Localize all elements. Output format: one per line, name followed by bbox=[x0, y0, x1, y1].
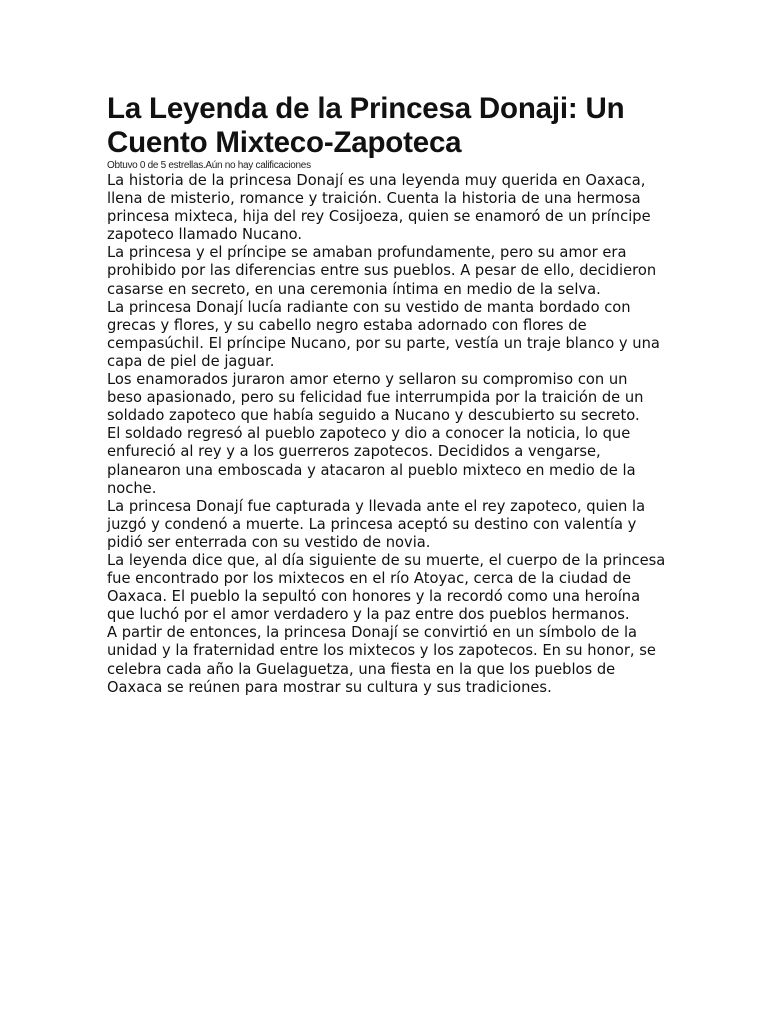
document-title-line-2: Cuento Mixteco-Zapoteca bbox=[107, 126, 462, 159]
paragraph: El soldado regresó al pueblo zapoteco y dio a conocer la noticia, lo que enfureció al rey y a los guerreros zapotecos. Decididos a vengarse, planearon una emboscada y atacaron al pueblo mixteco en medio de la noche. bbox=[107, 425, 636, 497]
rating-text: Obtuvo 0 de 5 estrellas.Aún no hay calificaciones bbox=[107, 160, 311, 171]
paragraph: La princesa Donají lucía radiante con su vestido de manta bordado con grecas y flores, y su cabello negro estaba adornado con flores de cempasúchil. El príncipe Nucano, por su parte, vestía un traje blanco y una capa de piel de jaguar. bbox=[107, 298, 660, 370]
document-title bbox=[107, 92, 667, 160]
document-body bbox=[107, 172, 667, 697]
paragraph: La leyenda dice que, al día siguiente de su muerte, el cuerpo de la princesa fue encontrado por los mixtecos en el río Atoyac, cerca de la ciudad de Oaxaca. El pueblo la sepultó con honores y la recordó como una heroína que luchó por el amor verdadero y la paz entre dos pueblos hermanos. bbox=[107, 551, 666, 624]
paragraph: La princesa y el príncipe se amaban profundamente, pero su amor era prohibido por las diferencias entre sus pueblos. A pesar de ello, decidieron casarse en secreto, en una ceremonia íntima en medio de la selva. bbox=[107, 244, 657, 298]
paragraph: A partir de entonces, la princesa Donají se convirtió en un símbolo de la unidad y la fraternidad entre los mixtecos y los zapotecos. En su honor, se celebra cada año la Guelaguetza, una fiesta en la que los pueblos de Oaxaca se reúnen para mostrar su cultura y sus tradiciones. bbox=[107, 624, 656, 696]
paragraph: Los enamorados juraron amor eterno y sellaron su compromiso con un beso apasionado, pero su felicidad fue interrumpida por la traición de un soldado zapoteco que había seguido a Nucano y descubierto su secreto. bbox=[107, 371, 644, 425]
document-title-line-1: La Leyenda de la Princesa Donaji: Un bbox=[107, 92, 625, 125]
paragraph: La princesa Donají fue capturada y llevada ante el rey zapoteco, quien la juzgó y condenó a muerte. La princesa aceptó su destino con valentía y pidió ser enterrada con su vestido de novia. bbox=[107, 497, 646, 551]
document-page bbox=[107, 92, 667, 697]
paragraph: La historia de la princesa Donají es una leyenda muy querida en Oaxaca, llena de misterio, romance y traición. Cuenta la historia de una hermosa princesa mixteca, hija del rey Cosijoeza, quien se enamoró de un príncipe zapoteco llamado Nucano. bbox=[107, 172, 651, 244]
